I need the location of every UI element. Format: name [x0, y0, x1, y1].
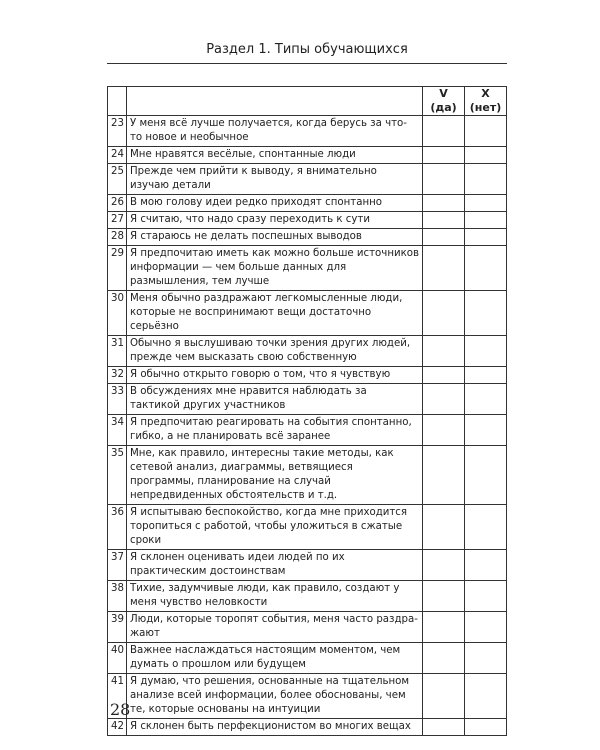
- answer-no-cell[interactable]: [465, 415, 507, 446]
- table-row: [108, 212, 507, 229]
- table-row: [108, 505, 507, 550]
- answer-no-cell[interactable]: [465, 229, 507, 246]
- header-num-cell: [108, 87, 127, 116]
- statement-text: У меня всё лучше получается, когда берусь за что-то новое и необычное: [127, 116, 423, 147]
- answer-no-cell[interactable]: [465, 212, 507, 229]
- row-number: 38: [108, 581, 127, 612]
- statement-text: Я думаю, что решения, основанные на тщательном анализе всей информации, более обоснованы, чем те, которые основаны на интуиции: [127, 674, 423, 719]
- row-number: 41: [108, 674, 127, 719]
- answer-no-cell[interactable]: [465, 336, 507, 367]
- statement-text: Меня обычно раздражают легкомысленные люди, которые не воспринимают вещи достаточно серьёзно: [127, 291, 423, 336]
- table-row: [108, 246, 507, 291]
- answer-yes-cell[interactable]: [423, 212, 465, 229]
- answer-no-cell[interactable]: [465, 246, 507, 291]
- answer-no-cell[interactable]: [465, 291, 507, 336]
- answer-yes-cell[interactable]: [423, 505, 465, 550]
- answer-no-cell[interactable]: [465, 550, 507, 581]
- section-title: Раздел 1. Типы обучающихся: [206, 42, 408, 57]
- row-number: 30: [108, 291, 127, 336]
- answer-no-cell[interactable]: [465, 384, 507, 415]
- answer-yes-cell[interactable]: [423, 195, 465, 212]
- statement-text: Я считаю, что надо сразу переходить к сути: [127, 212, 423, 229]
- answer-no-cell[interactable]: [465, 643, 507, 674]
- table-row: [108, 674, 507, 719]
- row-number: 23: [108, 116, 127, 147]
- table-row: [108, 116, 507, 147]
- row-number: 34: [108, 415, 127, 446]
- page-number: 28: [110, 700, 131, 719]
- answer-no-cell[interactable]: [465, 195, 507, 212]
- statement-text: Я стараюсь не делать поспешных выводов: [127, 229, 423, 246]
- table-row: [108, 229, 507, 246]
- statement-text: Прежде чем прийти к выводу, я внимательно изучаю детали: [127, 164, 423, 195]
- statement-text: Я обычно открыто говорю о том, что я чувствую: [127, 367, 423, 384]
- answer-no-cell[interactable]: [465, 612, 507, 643]
- answer-yes-cell[interactable]: [423, 291, 465, 336]
- row-number: 35: [108, 446, 127, 505]
- answer-yes-cell[interactable]: [423, 643, 465, 674]
- answer-no-cell[interactable]: [465, 147, 507, 164]
- statement-text: Обычно я выслушиваю точки зрения других людей, прежде чем высказать свою собственную: [127, 336, 423, 367]
- table-row: [108, 415, 507, 446]
- statement-text: Мне, как правило, интересны такие методы, как сетевой анализ, диаграммы, ветвящиеся программы, планирование на случай непредвиденных обстоятельств и т.д.: [127, 446, 423, 505]
- table-row: [108, 612, 507, 643]
- statement-text: Я предпочитаю реагировать на события спонтанно, гибко, а не планировать всё заранее: [127, 415, 423, 446]
- statement-text: Тихие, задумчивые люди, как правило, создают у меня чувство неловкости: [127, 581, 423, 612]
- statement-text: Я предпочитаю иметь как можно больше источников информации — чем больше данных для размышления, тем лучше: [127, 246, 423, 291]
- statement-text: Люди, которые торопят события, меня часто раздражают: [127, 612, 423, 643]
- answer-no-cell[interactable]: [465, 674, 507, 719]
- row-number: 32: [108, 367, 127, 384]
- running-header: [107, 0, 507, 64]
- row-number: 27: [108, 212, 127, 229]
- table-header-row: [108, 87, 507, 116]
- statement-text: Мне нравятся весёлые, спонтанные люди: [127, 147, 423, 164]
- answer-yes-cell[interactable]: [423, 384, 465, 415]
- row-number: 40: [108, 643, 127, 674]
- row-number: 24: [108, 147, 127, 164]
- table-row: [108, 581, 507, 612]
- answer-yes-cell[interactable]: [423, 550, 465, 581]
- table-row: [108, 195, 507, 212]
- table-row: [108, 147, 507, 164]
- header-no-cell: X (нет): [465, 87, 507, 116]
- answer-no-cell[interactable]: [465, 446, 507, 505]
- table-row: [108, 643, 507, 674]
- row-number: 26: [108, 195, 127, 212]
- answer-yes-cell[interactable]: [423, 246, 465, 291]
- answer-yes-cell[interactable]: [423, 116, 465, 147]
- table-row: [108, 446, 507, 505]
- answer-yes-cell[interactable]: [423, 367, 465, 384]
- row-number: 37: [108, 550, 127, 581]
- row-number: 29: [108, 246, 127, 291]
- row-number: 33: [108, 384, 127, 415]
- answer-yes-cell[interactable]: [423, 147, 465, 164]
- answer-yes-cell[interactable]: [423, 719, 465, 736]
- table-row: [108, 336, 507, 367]
- answer-yes-cell[interactable]: [423, 612, 465, 643]
- questionnaire-table: [107, 86, 507, 736]
- row-number: 42: [108, 719, 127, 736]
- answer-yes-cell[interactable]: [423, 164, 465, 195]
- table-row: [108, 384, 507, 415]
- row-number: 28: [108, 229, 127, 246]
- header-statement-cell: [127, 87, 423, 116]
- answer-no-cell[interactable]: [465, 116, 507, 147]
- answer-yes-cell[interactable]: [423, 581, 465, 612]
- answer-no-cell[interactable]: [465, 505, 507, 550]
- answer-yes-cell[interactable]: [423, 336, 465, 367]
- header-rule: [107, 63, 507, 64]
- row-number: 36: [108, 505, 127, 550]
- table-row: [108, 291, 507, 336]
- statement-text: Я испытываю беспокойство, когда мне приходится торопиться с работой, чтобы уложиться в сжатые сроки: [127, 505, 423, 550]
- answer-yes-cell[interactable]: [423, 229, 465, 246]
- statement-text: Я склонен оценивать идеи людей по их практическим достоинствам: [127, 550, 423, 581]
- answer-no-cell[interactable]: [465, 581, 507, 612]
- table-row: [108, 367, 507, 384]
- table-row: [108, 550, 507, 581]
- statement-text: В обсуждениях мне нравится наблюдать за тактикой других участников: [127, 384, 423, 415]
- answer-yes-cell[interactable]: [423, 415, 465, 446]
- statement-text: Важнее наслаждаться настоящим моментом, чем думать о прошлом или будущем: [127, 643, 423, 674]
- header-yes-cell: V (да): [423, 87, 465, 116]
- answer-no-cell[interactable]: [465, 719, 507, 736]
- answer-no-cell[interactable]: [465, 367, 507, 384]
- statement-text: Я склонен быть перфекционистом во многих вещах: [127, 719, 423, 736]
- statement-text: В мою голову идеи редко приходят спонтанно: [127, 195, 423, 212]
- table-row: [108, 164, 507, 195]
- row-number: 39: [108, 612, 127, 643]
- row-number: 25: [108, 164, 127, 195]
- answer-yes-cell[interactable]: [423, 446, 465, 505]
- answer-no-cell[interactable]: [465, 164, 507, 195]
- row-number: 31: [108, 336, 127, 367]
- table-row: [108, 719, 507, 736]
- answer-yes-cell[interactable]: [423, 674, 465, 719]
